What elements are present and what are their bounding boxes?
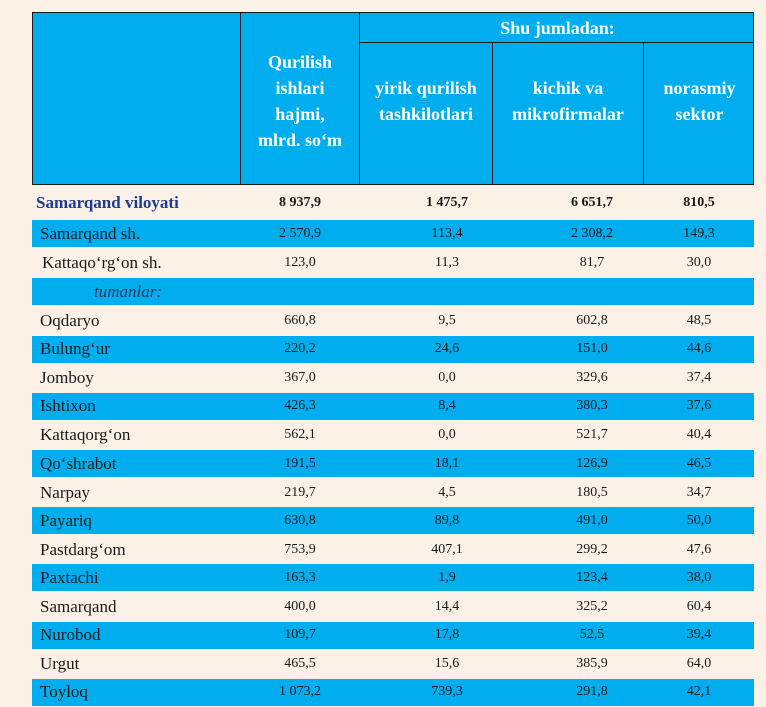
row-name: Payariq [40,510,92,530]
cell-large: 113,4 [431,225,463,241]
row-name: Samarqand [40,597,117,616]
cell-small: 521,7 [576,427,608,443]
cell-small: 52,5 [579,627,605,643]
cell-informal: 50,0 [686,512,712,528]
cell-informal: 39,4 [686,627,712,643]
cell-small: 602,8 [576,313,608,328]
cell-small: 2 308,2 [571,225,613,241]
cell-informal: 48,5 [686,313,712,328]
table-row [32,249,754,277]
cell-large: 24,6 [434,341,460,357]
row-name: Qo‘shrabot [40,453,117,473]
cell-large: 4,5 [438,484,456,500]
row-name: Kattaqorg‘on [40,425,131,445]
cell-small: 180,5 [576,484,608,500]
cell-volume: 1 073,2 [279,684,321,700]
cell-large: 0,0 [438,370,456,386]
table-row [32,479,754,507]
cell-volume: 630,8 [284,512,316,528]
cell-informal: 42,1 [686,684,712,700]
cell-small: 126,9 [576,455,608,471]
cell-informal: 810,5 [683,195,715,210]
cell-informal: 44,6 [686,341,712,357]
cell-large: 11,3 [435,255,459,270]
table-row [32,679,754,707]
table-row [32,507,754,535]
cell-large: 0,0 [438,427,456,443]
cell-informal: 47,6 [686,541,712,557]
cell-large: 15,6 [434,656,460,672]
row-name: Oqdaryo [40,311,100,330]
cell-large: 1 475,7 [426,195,468,210]
cell-volume: 163,3 [284,569,316,585]
row-name: Kattaqo‘rg‘on sh. [42,253,162,272]
table-row [32,364,754,392]
row-name: Jomboy [40,368,94,388]
cell-small: 151,0 [576,341,608,357]
cell-small: 81,7 [579,255,605,270]
row-name: Ishtixon [40,396,96,416]
cell-informal: 60,4 [686,599,712,614]
cell-volume: 400,0 [284,599,316,614]
cell-volume: 2 570,9 [279,225,321,241]
cell-small: 385,9 [576,656,608,672]
row-name: Pastdarg‘om [40,539,126,559]
row-name: Samarqand sh. [40,223,141,243]
cell-volume: 367,0 [284,370,316,386]
table-row [32,450,754,478]
cell-volume: 123,0 [284,255,316,270]
cell-small: 299,2 [576,541,608,557]
cell-volume: 465,5 [284,656,316,672]
header-group-title: Shu jumladan: [500,17,615,38]
cell-informal: 40,4 [686,427,712,443]
row-name: Samarqand viloyati [36,193,179,212]
cell-large: 8,4 [438,398,456,414]
header-informal: norasmiy sektor [663,78,736,124]
cell-large: 89,8 [434,512,460,528]
cell-volume: 8 937,9 [279,195,321,210]
cell-small: 123,4 [576,569,608,585]
table-row [32,650,754,678]
districts-subheader [32,278,754,306]
cell-informal: 30,0 [686,255,712,270]
row-name: Urgut [40,654,80,674]
cell-volume: 426,3 [284,398,316,414]
table-row [32,307,754,335]
table-row [32,593,754,621]
table-row [32,622,754,650]
cell-informal: 34,7 [686,484,712,500]
cell-small: 6 651,7 [571,195,613,210]
table-row [32,536,754,564]
districts-label: tumanlar: [94,281,162,301]
cell-small: 291,8 [576,684,608,700]
cell-small: 491,0 [576,512,608,528]
header-volume: Qurilish ishlari hajmi, mlrd. so‘m [258,52,342,150]
row-name: Toyloq [40,682,88,702]
cell-informal: 46,5 [686,455,712,471]
row-name: Nurobod [40,625,101,645]
cell-informal: 37,6 [686,398,712,414]
table-row [32,220,754,248]
table-row [32,336,754,364]
cell-informal: 149,3 [683,225,715,241]
row-name: Bulung‘ur [40,339,110,359]
cell-volume: 109,7 [284,627,316,643]
cell-informal: 38,0 [686,569,712,585]
cell-large: 9,5 [438,313,456,328]
construction-table [32,12,754,706]
cell-volume: 660,8 [284,313,316,328]
table-row-total [32,189,754,217]
cell-small: 329,6 [576,370,608,386]
header-large-firms: yirik qurilish tashkilotlari [375,78,477,124]
cell-large: 407,1 [431,541,463,557]
cell-large: 14,4 [434,599,460,614]
cell-volume: 562,1 [284,427,316,443]
row-name: Narpay [40,482,91,502]
cell-volume: 219,7 [284,484,316,500]
row-name: Paxtachi [40,567,99,587]
table-row [32,421,754,449]
cell-informal: 64,0 [686,656,712,672]
table-row [32,564,754,592]
table-header [32,12,754,185]
cell-volume: 220,2 [284,341,316,357]
cell-large: 739,3 [431,684,463,700]
cell-small: 325,2 [576,599,608,614]
cell-informal: 37,4 [686,370,712,386]
cell-large: 17,8 [434,627,460,643]
cell-volume: 191,5 [284,455,316,471]
cell-volume: 753,9 [284,541,316,557]
header-small-firms: kichik va mikrofirmalar [512,78,624,124]
cell-large: 18,1 [434,455,460,471]
cell-small: 380,3 [576,398,608,414]
cell-large: 1,9 [438,569,456,585]
table-row [32,393,754,421]
